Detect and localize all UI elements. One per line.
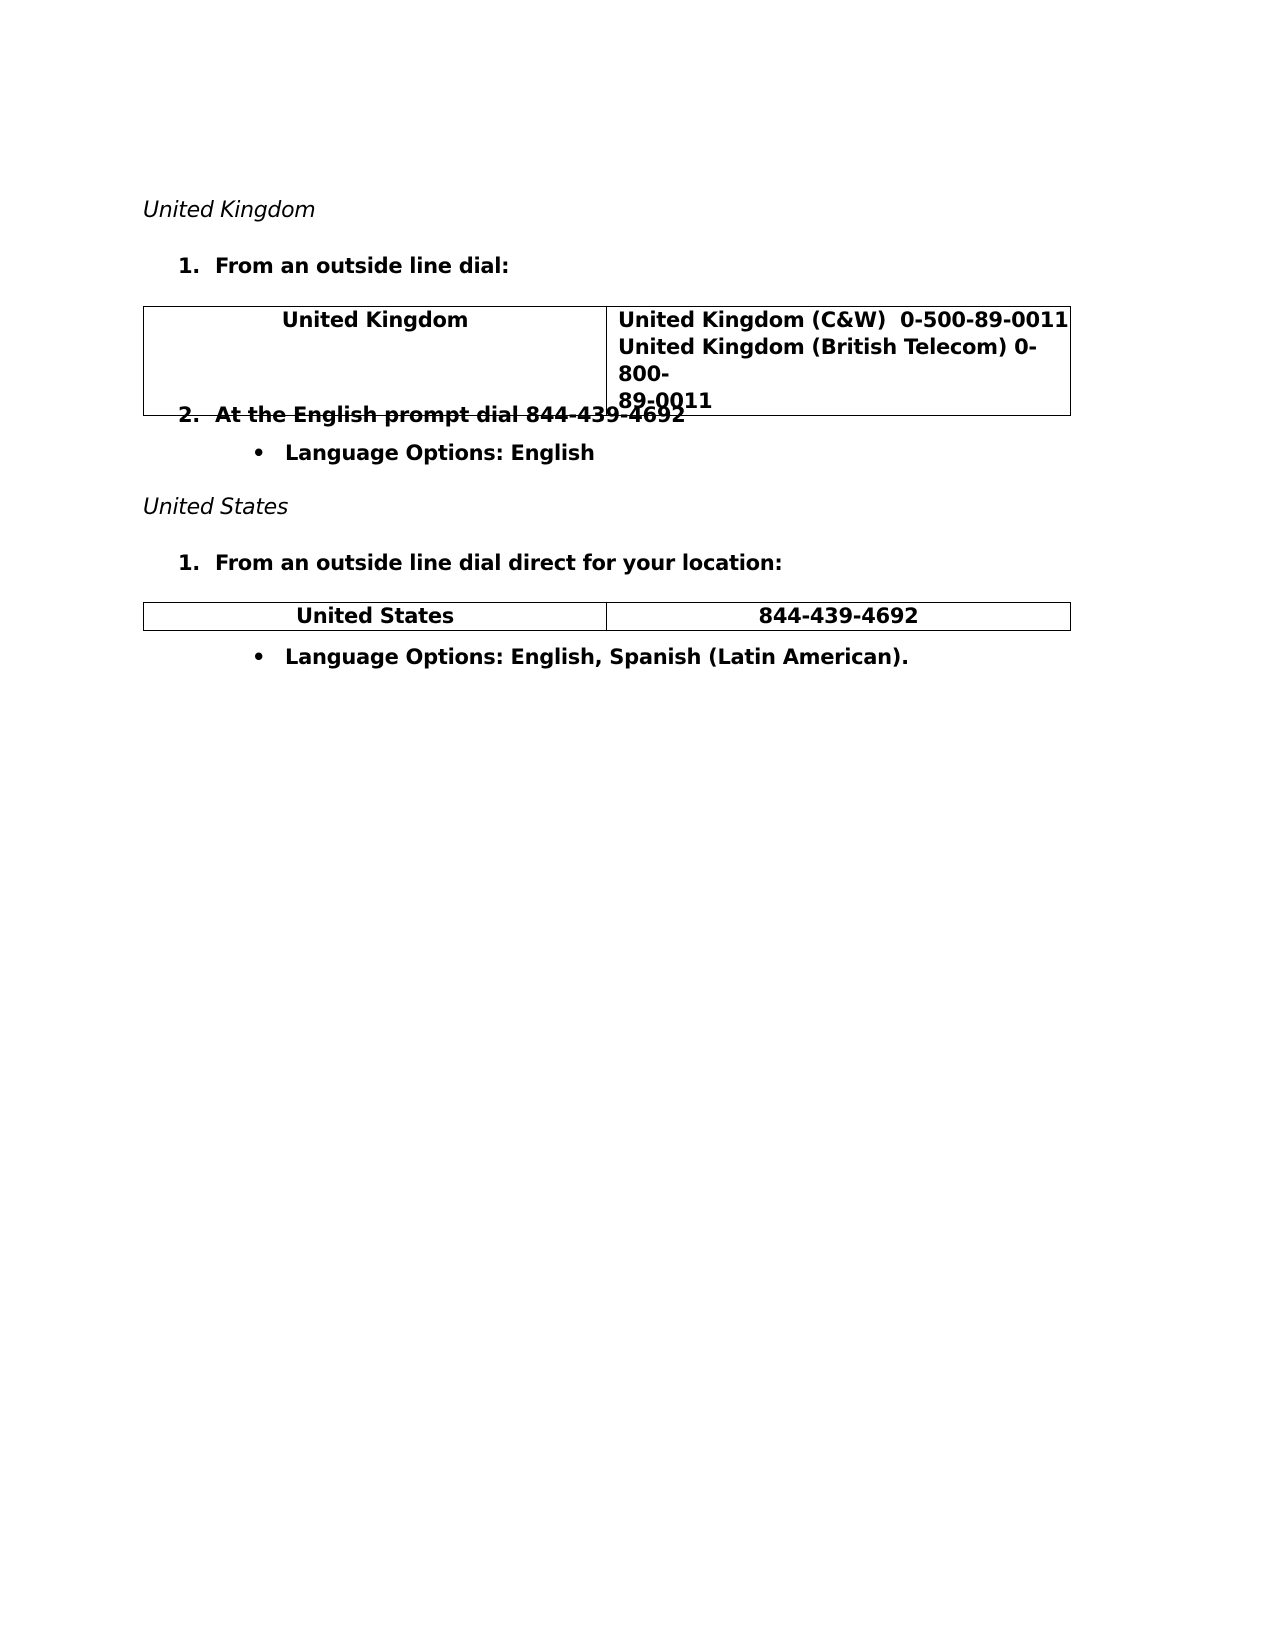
us-dial-table [143, 602, 1071, 631]
us-step-1 [178, 551, 782, 575]
uk-country-name: United Kingdom [281, 308, 469, 332]
uk-number-cw: United Kingdom (C&W) 0-500-89-0011 [618, 308, 1069, 332]
uk-country-cell [144, 307, 607, 416]
uk-section-heading: United Kingdom [143, 198, 316, 223]
us-language-options [252, 645, 909, 669]
uk-step-1-text: From an outside line dial: [215, 254, 510, 278]
us-country-cell [144, 603, 607, 631]
uk-step-2 [178, 403, 685, 427]
us-step-1-number: 1. [178, 551, 200, 575]
uk-step-1-number: 1. [178, 254, 200, 278]
uk-language-options [252, 441, 595, 465]
table-row [144, 603, 1071, 631]
bullet-icon: • [252, 441, 266, 465]
uk-language-options-text: Language Options: English [285, 441, 595, 465]
bullet-icon: • [252, 645, 266, 669]
table-row [144, 307, 1071, 416]
uk-step-2-text: At the English prompt dial 844-439-4692 [215, 403, 686, 427]
us-number-cell [607, 603, 1071, 631]
uk-step-1 [178, 254, 509, 278]
uk-step-2-number: 2. [178, 403, 200, 427]
us-country-name: United States [295, 604, 455, 628]
us-step-1-text: From an outside line dial direct for your location: [215, 551, 783, 575]
us-section-heading: United States [143, 495, 289, 520]
uk-number-bt-cont: 89-0011 [618, 389, 713, 413]
uk-numbers-cell [607, 307, 1071, 416]
uk-dial-table [143, 306, 1071, 416]
us-language-options-text: Language Options: English, Spanish (Latin American). [285, 645, 909, 669]
uk-number-bt: United Kingdom (British Telecom) 0-800- [618, 335, 1037, 386]
us-number: 844-439-4692 [758, 604, 919, 628]
